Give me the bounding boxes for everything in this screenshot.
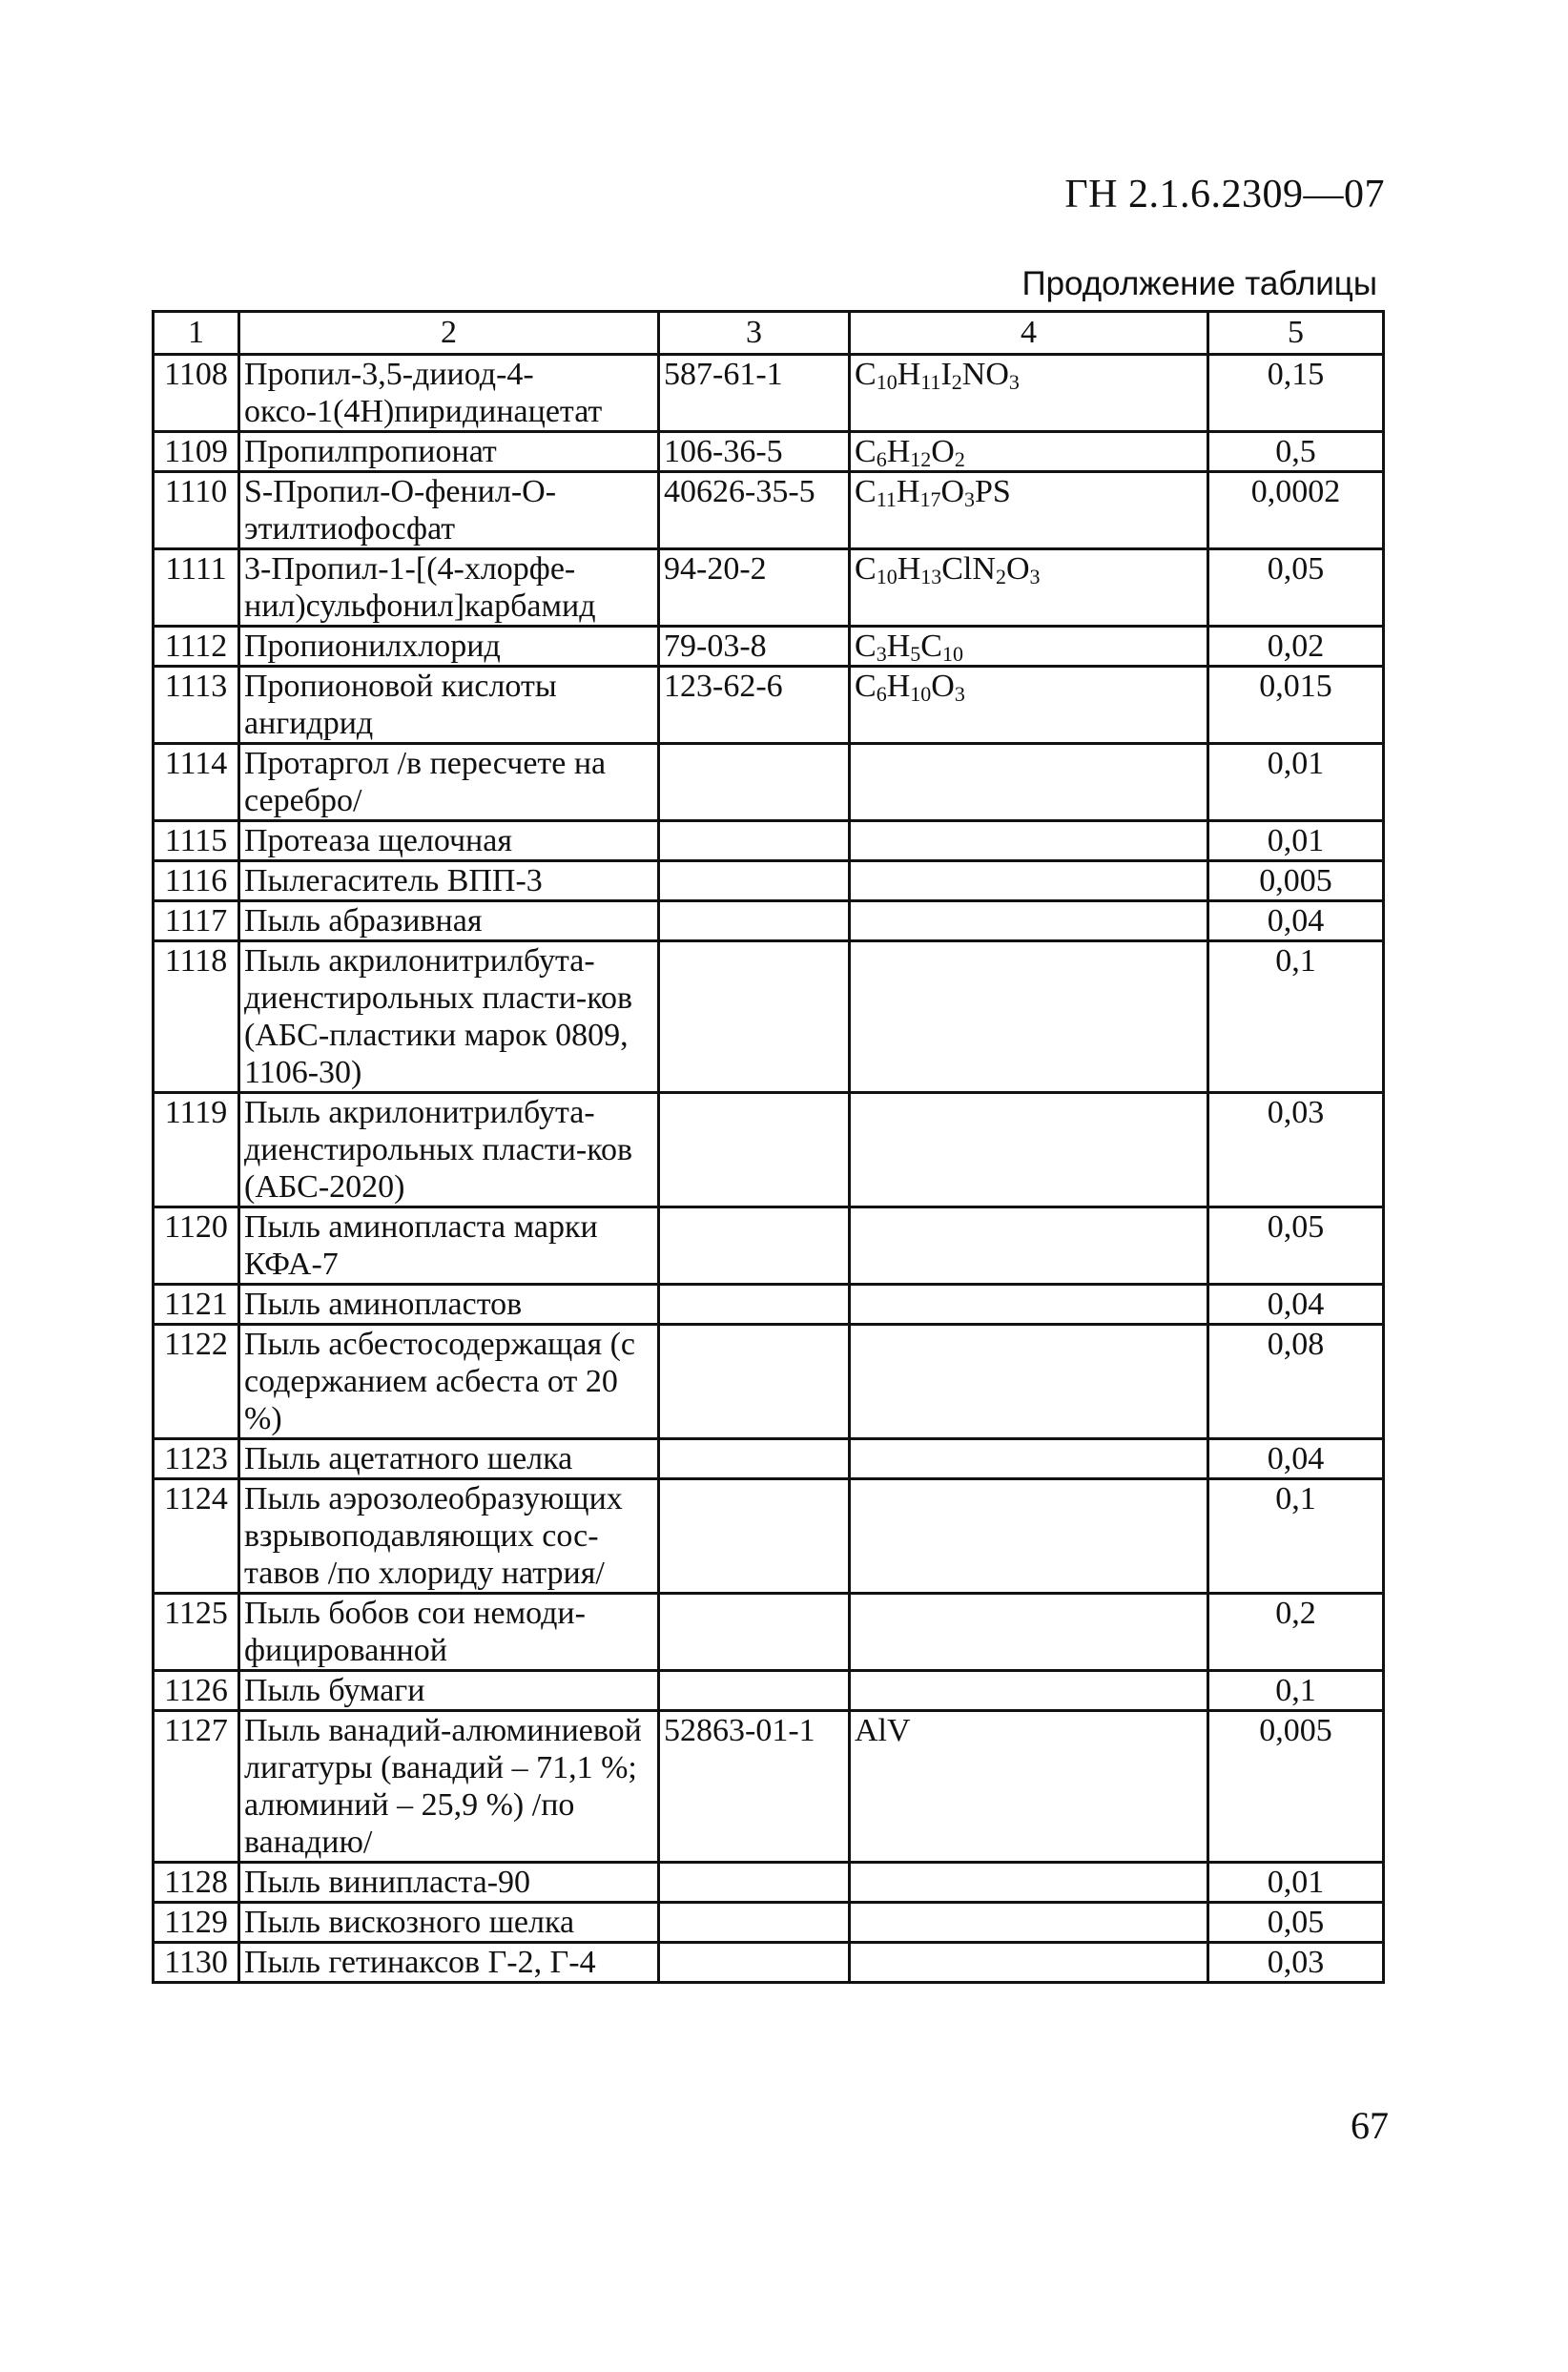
table-row <box>154 1479 1384 1594</box>
formula-element: H <box>897 551 921 587</box>
concentration-value: 0,15 <box>1208 355 1384 432</box>
chemical-formula <box>850 861 1208 901</box>
concentration-value: 0,1 <box>1208 941 1384 1093</box>
substance-name: S-Пропил-О-фенил-О-этилтиофосфат <box>239 472 659 549</box>
cas-number <box>659 1207 850 1285</box>
chemical-formula <box>850 432 1208 472</box>
substance-name: Пыль аэрозолеобразующих взрывоподавляющих сос-тавов /по хлориду натрия/ <box>239 1479 659 1594</box>
table-row <box>154 744 1384 821</box>
substance-name: Протаргол /в пересчете на серебро/ <box>239 744 659 821</box>
row-number: 1130 <box>154 1943 239 1983</box>
substance-name: Пыль гетинаксов Г-2, Г-4 <box>239 1943 659 1983</box>
concentration-value: 0,2 <box>1208 1594 1384 1671</box>
substance-name: Пылегаситель ВПП-3 <box>239 861 659 901</box>
chemical-formula <box>850 1285 1208 1325</box>
chemical-formula <box>850 1903 1208 1943</box>
cas-number <box>659 1479 850 1594</box>
row-number: 1113 <box>154 667 239 744</box>
formula-element: I <box>940 357 952 392</box>
cas-number <box>659 1594 850 1671</box>
substance-name: Пыль абразивная <box>239 901 659 941</box>
row-number: 1121 <box>154 1285 239 1325</box>
formula-element: C <box>855 474 877 509</box>
document-code: ГН 2.1.6.2309—07 <box>1064 173 1385 217</box>
row-number: 1126 <box>154 1671 239 1711</box>
substance-name: Пропилпропионат <box>239 432 659 472</box>
table-row <box>154 1325 1384 1439</box>
concentration-value: 0,04 <box>1208 1439 1384 1479</box>
table-row <box>154 1671 1384 1711</box>
table-row <box>154 1943 1384 1983</box>
row-number: 1120 <box>154 1207 239 1285</box>
cas-number <box>659 1439 850 1479</box>
table-row <box>154 1863 1384 1903</box>
formula-subscript: 2 <box>995 565 1006 588</box>
cas-number <box>659 901 850 941</box>
chemical-formula <box>850 355 1208 432</box>
formula-subscript: 11 <box>920 370 941 394</box>
concentration-value: 0,1 <box>1208 1671 1384 1711</box>
formula-subscript: 3 <box>954 682 965 706</box>
cas-number <box>659 1863 850 1903</box>
cas-number: 123-62-6 <box>659 667 850 744</box>
formula-element: O <box>931 434 955 469</box>
substance-name: Пыль аминопластов <box>239 1285 659 1325</box>
chemical-formula <box>850 1863 1208 1903</box>
formula-subscript: 12 <box>910 447 932 471</box>
formula-element: H <box>886 629 911 664</box>
chemical-formula <box>850 1325 1208 1439</box>
table-row <box>154 667 1384 744</box>
concentration-value: 0,5 <box>1208 432 1384 472</box>
concentration-value: 0,005 <box>1208 861 1384 901</box>
concentration-value: 0,04 <box>1208 1285 1384 1325</box>
formula-subscript: 5 <box>910 642 921 666</box>
concentration-value: 0,04 <box>1208 901 1384 941</box>
table-row <box>154 627 1384 667</box>
concentration-value: 0,01 <box>1208 1863 1384 1903</box>
concentration-value: 0,01 <box>1208 821 1384 861</box>
formula-subscript: 6 <box>876 682 887 706</box>
row-number: 1125 <box>154 1594 239 1671</box>
substance-name: Пропионилхлорид <box>239 627 659 667</box>
cas-number <box>659 821 850 861</box>
chemical-formula <box>850 941 1208 1093</box>
table-row <box>154 1093 1384 1207</box>
table-row <box>154 821 1384 861</box>
substance-name: Пыль ацетатного шелка <box>239 1439 659 1479</box>
concentration-value: 0,05 <box>1208 549 1384 627</box>
substance-name: Пыль винипласта-90 <box>239 1863 659 1903</box>
row-number: 1124 <box>154 1479 239 1594</box>
table-row <box>154 1439 1384 1479</box>
formula-element: H <box>896 474 920 509</box>
row-number: 1110 <box>154 472 239 549</box>
chemical-formula <box>850 744 1208 821</box>
formula-subscript: 2 <box>951 370 962 394</box>
substance-name: Пыль бумаги <box>239 1671 659 1711</box>
substance-name: Пыль бобов сои немоди-фицированной <box>239 1594 659 1671</box>
cas-number <box>659 1671 850 1711</box>
row-number: 1115 <box>154 821 239 861</box>
concentration-value: 0,03 <box>1208 1943 1384 1983</box>
formula-subscript: 13 <box>920 565 942 588</box>
table-row <box>154 549 1384 627</box>
concentration-value: 0,01 <box>1208 744 1384 821</box>
table-row <box>154 1903 1384 1943</box>
formula-element: AlV <box>855 1713 911 1748</box>
chemical-formula <box>850 1207 1208 1285</box>
cas-number: 587-61-1 <box>659 355 850 432</box>
table-row <box>154 941 1384 1093</box>
cas-number: 94-20-2 <box>659 549 850 627</box>
substance-name: Пыль акрилонитрилбута-диенстирольных пласти-ков (АБС-2020) <box>239 1093 659 1207</box>
table-row <box>154 1594 1384 1671</box>
table-row <box>154 901 1384 941</box>
substance-name: Протеаза щелочная <box>239 821 659 861</box>
column-header-number: 1 <box>154 312 239 355</box>
substance-name: Пыль акрилонитрилбута-диенстирольных пласти-ков (АБС-пластики марок 0809, 1106-30) <box>239 941 659 1093</box>
chemical-formula <box>850 1594 1208 1671</box>
concentration-value: 0,02 <box>1208 627 1384 667</box>
substance-name: Пропионовой кислоты ангидрид <box>239 667 659 744</box>
formula-subscript: 10 <box>876 565 897 588</box>
formula-subscript: 3 <box>876 642 887 666</box>
row-number: 1128 <box>154 1863 239 1903</box>
cas-number <box>659 941 850 1093</box>
concentration-value: 0,05 <box>1208 1903 1384 1943</box>
formula-element: H <box>886 434 911 469</box>
formula-element: O <box>940 474 964 509</box>
row-number: 1123 <box>154 1439 239 1479</box>
chemical-formula <box>850 472 1208 549</box>
cas-number <box>659 1285 850 1325</box>
formula-element: H <box>897 357 921 392</box>
chemical-formula <box>850 901 1208 941</box>
formula-element: H <box>886 669 911 704</box>
formula-subscript: 3 <box>964 487 975 511</box>
cas-number: 52863-01-1 <box>659 1711 850 1863</box>
chemical-formula <box>850 549 1208 627</box>
substances-table <box>152 310 1385 1984</box>
row-number: 1127 <box>154 1711 239 1863</box>
cas-number <box>659 1903 850 1943</box>
concentration-value: 0,005 <box>1208 1711 1384 1863</box>
substance-name: Пыль вискозного шелка <box>239 1903 659 1943</box>
chemical-formula <box>850 627 1208 667</box>
formula-subscript: 6 <box>876 447 887 471</box>
formula-element: ClN <box>941 551 996 587</box>
column-header-value: 5 <box>1208 312 1384 355</box>
formula-subscript: 10 <box>876 370 897 394</box>
formula-subscript: 10 <box>941 642 963 666</box>
formula-subscript: 17 <box>919 487 941 511</box>
table-row <box>154 861 1384 901</box>
formula-element: PS <box>975 474 1011 509</box>
row-number: 1129 <box>154 1903 239 1943</box>
chemical-formula <box>850 821 1208 861</box>
cas-number: 79-03-8 <box>659 627 850 667</box>
table-continuation-label: Продолжение таблицы <box>1021 265 1377 302</box>
column-header-formula: 4 <box>850 312 1208 355</box>
concentration-value: 0,08 <box>1208 1325 1384 1439</box>
table-row <box>154 1207 1384 1285</box>
row-number: 1112 <box>154 627 239 667</box>
chemical-formula <box>850 667 1208 744</box>
chemical-formula <box>850 1439 1208 1479</box>
concentration-value: 0,1 <box>1208 1479 1384 1594</box>
cas-number <box>659 1325 850 1439</box>
concentration-value: 0,03 <box>1208 1093 1384 1207</box>
row-number: 1116 <box>154 861 239 901</box>
cas-number: 106-36-5 <box>659 432 850 472</box>
formula-element: C <box>855 434 877 469</box>
substance-name: Пыль ванадий-алюминиевой лигатуры (ванадий – 71,1 %; алюминий – 25,9 %) /по ванадию/ <box>239 1711 659 1863</box>
cas-number <box>659 1943 850 1983</box>
cas-number: 40626-35-5 <box>659 472 850 549</box>
formula-element: C <box>855 669 877 704</box>
table-row <box>154 432 1384 472</box>
row-number: 1114 <box>154 744 239 821</box>
column-header-cas: 3 <box>659 312 850 355</box>
concentration-value: 0,05 <box>1208 1207 1384 1285</box>
row-number: 1109 <box>154 432 239 472</box>
formula-subscript: 10 <box>910 682 932 706</box>
formula-element: C <box>920 629 942 664</box>
table-row <box>154 1711 1384 1863</box>
cas-number <box>659 744 850 821</box>
concentration-value: 0,015 <box>1208 667 1384 744</box>
chemical-formula <box>850 1943 1208 1983</box>
formula-subscript: 2 <box>954 447 965 471</box>
table-row <box>154 472 1384 549</box>
cas-number <box>659 861 850 901</box>
row-number: 1122 <box>154 1325 239 1439</box>
chemical-formula <box>850 1479 1208 1594</box>
chemical-formula <box>850 1711 1208 1863</box>
row-number: 1111 <box>154 549 239 627</box>
formula-element: C <box>855 629 877 664</box>
table-body <box>154 355 1384 1983</box>
substance-name: Пыль аминопласта марки КФА-7 <box>239 1207 659 1285</box>
formula-element: C <box>855 357 877 392</box>
row-number: 1119 <box>154 1093 239 1207</box>
row-number: 1118 <box>154 941 239 1093</box>
formula-subscript: 11 <box>876 487 897 511</box>
chemical-formula <box>850 1671 1208 1711</box>
substance-name: Пыль асбестосодержащая (с содержанием асбеста от 20 %) <box>239 1325 659 1439</box>
concentration-value: 0,0002 <box>1208 472 1384 549</box>
formula-element: O <box>931 669 955 704</box>
table-header-row <box>154 312 1384 355</box>
substance-name: Пропил-3,5-дииод-4-оксо-1(4Н)пиридинацетат <box>239 355 659 432</box>
table-row <box>154 1285 1384 1325</box>
substance-name: 3-Пропил-1-[(4-хлорфе-нил)сульфонил]карбамид <box>239 549 659 627</box>
cas-number <box>659 1093 850 1207</box>
formula-subscript: 3 <box>1008 370 1020 394</box>
formula-subscript: 3 <box>1029 565 1041 588</box>
formula-element: O <box>1005 551 1030 587</box>
row-number: 1108 <box>154 355 239 432</box>
formula-element: NO <box>961 357 1009 392</box>
page-number: 67 <box>1351 2104 1389 2147</box>
row-number: 1117 <box>154 901 239 941</box>
column-header-name: 2 <box>239 312 659 355</box>
formula-element: C <box>855 551 877 587</box>
table-row <box>154 355 1384 432</box>
chemical-formula <box>850 1093 1208 1207</box>
